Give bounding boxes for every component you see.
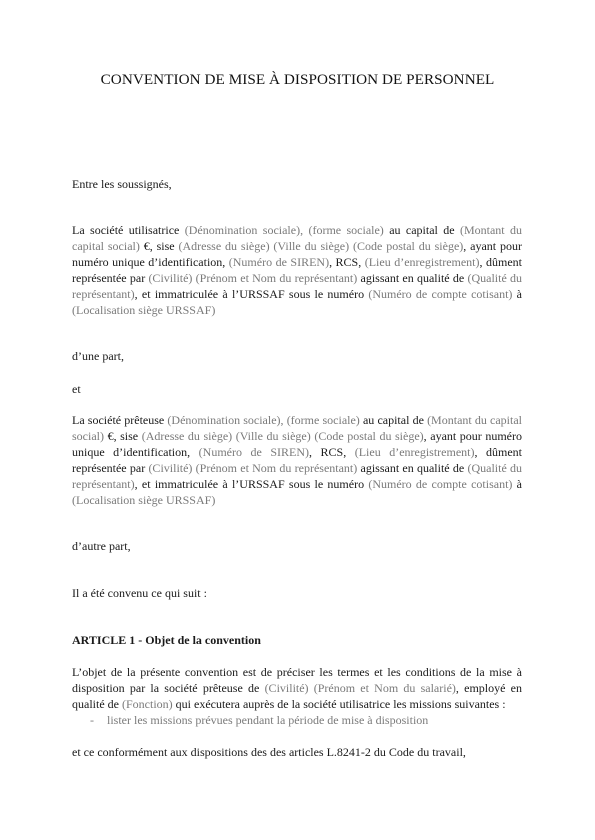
placeholder-account-number: (Numéro de compte cotisant) — [368, 287, 513, 301]
text-run: , dûment représentée par — [72, 255, 523, 285]
placeholder-representative-role: (Qualité du représentant) — [72, 271, 523, 301]
text-run: , dûment représentée par — [72, 445, 523, 475]
placeholder-registration-place: (Lieu d’enregistrement) — [354, 445, 475, 459]
text-run: qui exécutera auprès de la société utilisatrice les missions suivantes : — [172, 697, 506, 711]
mission-list-item — [90, 712, 530, 728]
text-run: , ayant pour numéro unique d’identification, — [72, 239, 523, 269]
placeholder-registration-place: (Lieu d’enregistrement) — [364, 255, 480, 269]
convenu-text: Il a été convenu ce qui suit : — [72, 586, 207, 600]
une-part-text: d’une part, — [72, 349, 124, 363]
text-run: , ayant pour numéro unique d’identification, — [72, 429, 523, 459]
text-run: , et immatriculée à l’URSSAF sous le numéro — [134, 477, 369, 491]
placeholder-company-name: (Dénomination sociale), (forme sociale) — [184, 223, 384, 237]
placeholder-company-name: (Dénomination sociale), (forme sociale) — [167, 413, 360, 427]
placeholder-urssaf-location: (Localisation siège URSSAF) — [72, 493, 216, 507]
text-run: agissant en qualité de — [357, 461, 468, 475]
article1-closing: et ce conformément aux dispositions des des articles L.8241-2 du Code du travail, — [72, 745, 466, 759]
placeholder-representative: (Civilité) (Prénom et Nom du représentant) — [148, 271, 358, 285]
placeholder-capital: (Montant du capital social) — [72, 223, 522, 253]
document-title: CONVENTION DE MISE À DISPOSITION DE PERSONNEL — [100, 71, 495, 88]
placeholder-address: (Adresse du siège) (Ville du siège) (Code postal du siège) — [178, 239, 464, 253]
text-run: €, sise — [104, 429, 142, 443]
placeholder-account-number: (Numéro de compte cotisant) — [368, 477, 513, 491]
text-run: au capital de — [383, 223, 460, 237]
et-text: et — [72, 382, 81, 396]
text-run: , et immatriculée à l’URSSAF sous le numéro — [134, 287, 369, 301]
article1-heading: ARTICLE 1 - Objet de la convention — [72, 633, 261, 647]
text-run: à — [512, 287, 522, 301]
text-run: au capital de — [359, 413, 428, 427]
bullet-dash: - — [90, 713, 94, 727]
party1-paragraph — [72, 222, 522, 318]
placeholder-capital: (Montant du capital social) — [72, 413, 523, 443]
text-run: La société utilisatrice — [72, 223, 185, 237]
text-run: , RCS, — [309, 445, 355, 459]
placeholder-siren: (Numéro de SIREN) — [228, 255, 330, 269]
text-run: à — [512, 477, 522, 491]
intro-text: Entre les soussignés, — [72, 177, 172, 191]
placeholder-representative-role: (Qualité du représentant) — [72, 461, 523, 491]
text-run: L’objet de la présente convention est de préciser les termes et les conditions de la mise à disposition par la société prêteuse de — [72, 665, 522, 695]
placeholder-address: (Adresse du siège) (Ville du siège) (Code postal du siège) — [141, 429, 424, 443]
placeholder-urssaf-location: (Localisation siège URSSAF) — [72, 303, 216, 317]
placeholder-missions: lister les missions prévues pendant la période de mise à disposition — [107, 713, 429, 727]
text-run: La société prêteuse — [72, 413, 168, 427]
text-run: , RCS, — [329, 255, 365, 269]
placeholder-siren: (Numéro de SIREN) — [198, 445, 309, 459]
text-run: , employé en qualité de — [72, 681, 522, 711]
placeholder-function: (Fonction) — [121, 697, 173, 711]
autre-part-text: d’autre part, — [72, 539, 131, 553]
placeholder-representative: (Civilité) (Prénom et Nom du représentant) — [148, 461, 358, 475]
text-run: €, sise — [139, 239, 179, 253]
placeholder-employee-name: (Civilité) (Prénom et Nom du salarié) — [264, 681, 456, 695]
article1-paragraph — [72, 664, 522, 712]
text-run: agissant en qualité de — [357, 271, 468, 285]
party2-paragraph — [72, 412, 522, 508]
